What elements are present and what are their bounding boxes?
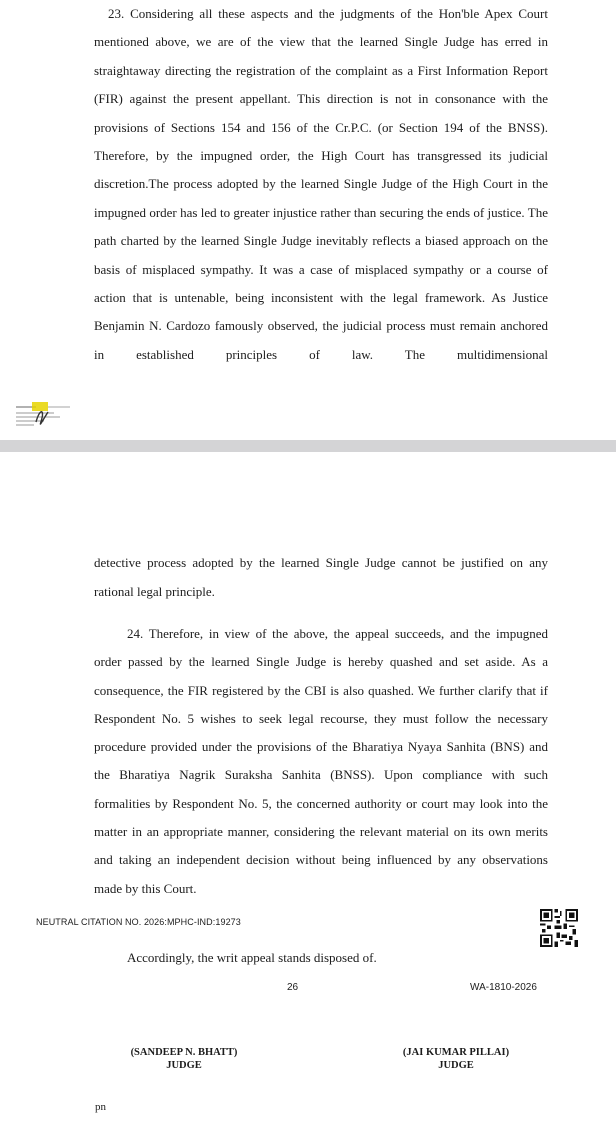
disposal-statement: Accordingly, the writ appeal stands disposed of. <box>127 950 377 965</box>
case-number: WA-1810-2026 <box>470 982 537 993</box>
typist-initials: pn <box>95 1101 106 1113</box>
signature-stamp-icon <box>14 398 76 428</box>
judge-title: JUDGE <box>166 1060 202 1071</box>
paragraph-23-continued: detective process adopted by the learned Single Judge cannot be justified on any rational legal principle. <box>94 555 548 599</box>
judge-name: (JAI KUMAR PILLAI) <box>402 1047 510 1058</box>
judge-title: JUDGE <box>438 1060 474 1071</box>
neutral-citation: NEUTRAL CITATION NO. 2026:MPHC-IND:19273 <box>36 917 241 927</box>
qr-code-icon <box>540 909 578 947</box>
page-number: 26 <box>287 982 299 993</box>
judge-name: (SANDEEP N. BHATT) <box>130 1047 238 1058</box>
paragraph-24: 24. Therefore, in view of the above, the appeal succeeds, and the impugned order passed by the learned Single Judge is hereby quashed and set aside. As a consequence, the FIR registered by the CBI is also quashed. We further clarify that if Respondent No. 5 wishes to seek legal recourse, they must follow the necessary procedure provided under the provisions of the Bharatiya Nyaya Sanhita (BNS) and the Bharatiya Nagrik Suraksha Sanhita (BNSS). Upon compliance with such formalities by Respondent No. 5, the concerned authority or court may look into the matter in an appropriate manner, considering the relevant material on its own merits and taking an independent decision without being influenced by any observations made by this Court. <box>94 626 548 896</box>
signature-block-right <box>376 1046 536 1072</box>
paragraph-23: 23. Considering all these aspects and the judgments of the Hon'ble Apex Court mentioned above, we are of the view that the learned Single Judge has erred in straightaway directing the registration of the complaint as a First Information Report (FIR) against the present appellant. This direction is not in consonance with the provisions of Sections 154 and 156 of the Cr.P.C. (or Section 194 of the BNSS). Therefore, by the impugned order, the High Court has transgressed its judicial discretion.The process adopted by the learned Single Judge of the High Court in the impugned order has led to greater injustice rather than securing the ends of justice. The path charted by the learned Single Judge inevitably reflects a biased approach on the basis of misplaced sympathy. It was a case of misplaced sympathy or a course of action that is untenable, being inconsistent with the legal framework. As Justice Benjamin N. Cardozo famously observed, the judicial process must remain anchored in established principles of law. The multidimensional <box>94 6 548 362</box>
signature-block-left <box>104 1046 264 1072</box>
